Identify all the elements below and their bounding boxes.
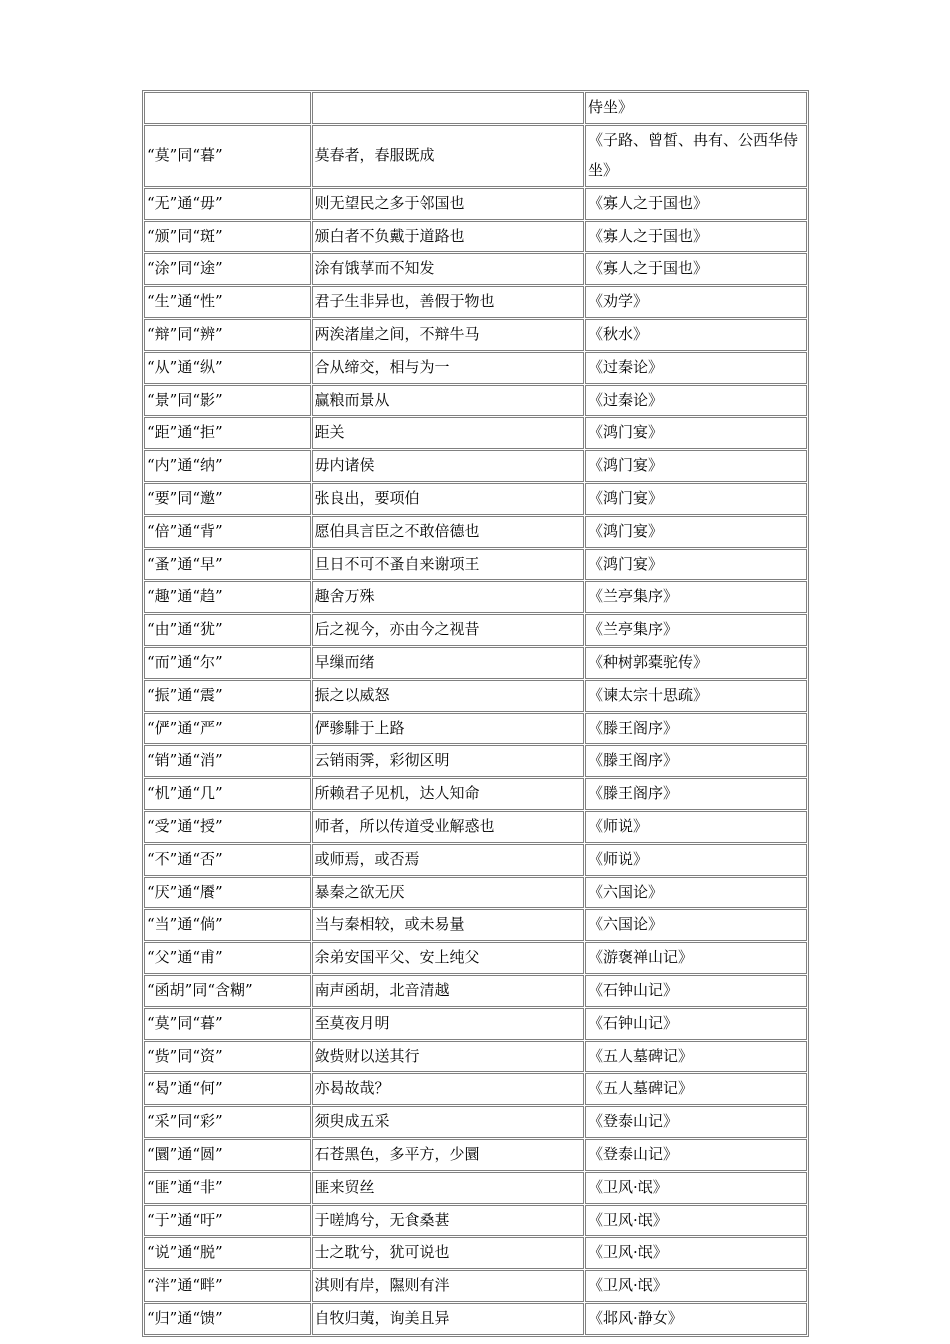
table-row bbox=[144, 647, 807, 679]
source-cell: 《游褒禅山记》 bbox=[585, 942, 807, 974]
source-cell: 《鸿门宴》 bbox=[585, 417, 807, 449]
table-row bbox=[144, 1073, 807, 1105]
source-cell: 《登泰山记》 bbox=[585, 1139, 807, 1171]
source-cell: 《五人墓碑记》 bbox=[585, 1041, 807, 1073]
char-cell: “趣”通“趋” bbox=[144, 581, 311, 613]
example-cell bbox=[312, 92, 584, 124]
example-cell: 至莫夜月明 bbox=[312, 1008, 584, 1040]
example-cell: 石苍黑色，多平方，少圜 bbox=[312, 1139, 584, 1171]
example-cell: 敛赀财以送其行 bbox=[312, 1041, 584, 1073]
char-cell: “采”同“彩” bbox=[144, 1106, 311, 1138]
source-cell: 《卫风·氓》 bbox=[585, 1205, 807, 1237]
example-cell: 所赖君子见机，达人知命 bbox=[312, 778, 584, 810]
example-cell: 涂有饿莩而不知发 bbox=[312, 253, 584, 285]
source-cell: 《石钟山记》 bbox=[585, 1008, 807, 1040]
table-row bbox=[144, 450, 807, 482]
source-cell: 《鸿门宴》 bbox=[585, 549, 807, 581]
char-cell: “颁”同“斑” bbox=[144, 221, 311, 253]
example-cell: 合从缔交，相与为一 bbox=[312, 352, 584, 384]
table-row bbox=[144, 942, 807, 974]
example-cell: 莫春者，春服既成 bbox=[312, 125, 584, 187]
example-cell: 距关 bbox=[312, 417, 584, 449]
table-row bbox=[144, 417, 807, 449]
example-cell: 愿伯具言臣之不敢倍德也 bbox=[312, 516, 584, 548]
example-cell: 自牧归荑，询美且异 bbox=[312, 1303, 584, 1335]
example-cell: 张良出，要项伯 bbox=[312, 483, 584, 515]
char-cell: “俨”通“严” bbox=[144, 713, 311, 745]
example-cell: 于嗟鸠兮，无食桑葚 bbox=[312, 1205, 584, 1237]
char-cell bbox=[144, 92, 311, 124]
char-cell: “蚤”通“早” bbox=[144, 549, 311, 581]
example-cell: 余弟安国平父、安上纯父 bbox=[312, 942, 584, 974]
table-row bbox=[144, 1270, 807, 1302]
char-cell: “振”通“震” bbox=[144, 680, 311, 712]
table-row bbox=[144, 1008, 807, 1040]
char-cell: “归”通“馈” bbox=[144, 1303, 311, 1335]
source-cell: 《寡人之于国也》 bbox=[585, 253, 807, 285]
char-cell: “匪”通“非” bbox=[144, 1172, 311, 1204]
example-cell: 则无望民之多于邻国也 bbox=[312, 188, 584, 220]
source-cell: 《卫风·氓》 bbox=[585, 1270, 807, 1302]
table-row bbox=[144, 811, 807, 843]
char-cell: “函胡”同“含糊” bbox=[144, 975, 311, 1007]
table-row bbox=[144, 745, 807, 777]
source-cell: 《师说》 bbox=[585, 844, 807, 876]
example-cell: 云销雨霁，彩彻区明 bbox=[312, 745, 584, 777]
example-cell: 早缫而绪 bbox=[312, 647, 584, 679]
table-row bbox=[144, 319, 807, 351]
source-cell: 《滕王阁序》 bbox=[585, 713, 807, 745]
source-cell: 《谏太宗十思疏》 bbox=[585, 680, 807, 712]
table-row bbox=[144, 778, 807, 810]
source-cell: 《登泰山记》 bbox=[585, 1106, 807, 1138]
char-cell: “莫”同“暮” bbox=[144, 125, 311, 187]
char-cell: “销”通“消” bbox=[144, 745, 311, 777]
source-cell: 《鸿门宴》 bbox=[585, 483, 807, 515]
source-cell: 《石钟山记》 bbox=[585, 975, 807, 1007]
table-row bbox=[144, 877, 807, 909]
source-cell: 《秋水》 bbox=[585, 319, 807, 351]
source-cell: 《兰亭集序》 bbox=[585, 614, 807, 646]
char-cell: “由”通“犹” bbox=[144, 614, 311, 646]
source-cell: 《滕王阁序》 bbox=[585, 778, 807, 810]
example-cell: 君子生非异也，善假于物也 bbox=[312, 286, 584, 318]
table-row bbox=[144, 286, 807, 318]
source-cell: 《六国论》 bbox=[585, 877, 807, 909]
char-cell: “生”通“性” bbox=[144, 286, 311, 318]
source-cell: 《六国论》 bbox=[585, 909, 807, 941]
source-cell: 《寡人之于国也》 bbox=[585, 188, 807, 220]
char-cell: “景”同“影” bbox=[144, 385, 311, 417]
table-row bbox=[144, 713, 807, 745]
table-row bbox=[144, 1205, 807, 1237]
char-cell: “厌”通“餍” bbox=[144, 877, 311, 909]
char-cell: “内”通“纳” bbox=[144, 450, 311, 482]
table-row bbox=[144, 221, 807, 253]
example-cell: 旦日不可不蚤自来谢项王 bbox=[312, 549, 584, 581]
example-cell: 颁白者不负戴于道路也 bbox=[312, 221, 584, 253]
source-cell: 侍坐》 bbox=[585, 92, 807, 124]
example-cell: 须臾成五采 bbox=[312, 1106, 584, 1138]
table-row bbox=[144, 549, 807, 581]
source-cell: 《寡人之于国也》 bbox=[585, 221, 807, 253]
source-cell: 《卫风·氓》 bbox=[585, 1172, 807, 1204]
char-cell: “说”通“脱” bbox=[144, 1237, 311, 1269]
source-cell: 《五人墓碑记》 bbox=[585, 1073, 807, 1105]
example-cell: 师者，所以传道受业解惑也 bbox=[312, 811, 584, 843]
source-cell: 《鸿门宴》 bbox=[585, 516, 807, 548]
char-cell: “曷”通“何” bbox=[144, 1073, 311, 1105]
source-cell: 《种树郭橐驼传》 bbox=[585, 647, 807, 679]
tongjia-table bbox=[142, 90, 809, 1337]
example-cell: 亦曷故哉？ bbox=[312, 1073, 584, 1105]
example-cell: 赢粮而景从 bbox=[312, 385, 584, 417]
char-cell: “机”通“几” bbox=[144, 778, 311, 810]
source-cell: 《劝学》 bbox=[585, 286, 807, 318]
table-row bbox=[144, 188, 807, 220]
char-cell: “辩”同“辨” bbox=[144, 319, 311, 351]
example-cell: 两涘渚崖之间，不辩牛马 bbox=[312, 319, 584, 351]
source-cell: 《邶风·静女》 bbox=[585, 1303, 807, 1335]
example-cell: 后之视今，亦由今之视昔 bbox=[312, 614, 584, 646]
table-row bbox=[144, 1172, 807, 1204]
char-cell: “涂”同“途” bbox=[144, 253, 311, 285]
char-cell: “莫”同“暮” bbox=[144, 1008, 311, 1040]
table-row bbox=[144, 1237, 807, 1269]
table-row bbox=[144, 483, 807, 515]
source-cell: 《卫风·氓》 bbox=[585, 1237, 807, 1269]
char-cell: “距”通“拒” bbox=[144, 417, 311, 449]
char-cell: “无”通“毋” bbox=[144, 188, 311, 220]
example-cell: 匪来贸丝 bbox=[312, 1172, 584, 1204]
example-cell: 当与秦相较，或未易量 bbox=[312, 909, 584, 941]
source-cell: 《子路、曾皙、冉有、公西华侍坐》 bbox=[585, 125, 807, 187]
source-cell: 《兰亭集序》 bbox=[585, 581, 807, 613]
table-row bbox=[144, 1106, 807, 1138]
example-cell: 士之耽兮，犹可说也 bbox=[312, 1237, 584, 1269]
table-row bbox=[144, 909, 807, 941]
char-cell: “不”通“否” bbox=[144, 844, 311, 876]
char-cell: “赀”同“资” bbox=[144, 1041, 311, 1073]
example-cell: 趣舍万殊 bbox=[312, 581, 584, 613]
table-row bbox=[144, 581, 807, 613]
table-row bbox=[144, 253, 807, 285]
table-row bbox=[144, 125, 807, 187]
table-row bbox=[144, 614, 807, 646]
char-cell: “从”通“纵” bbox=[144, 352, 311, 384]
source-cell: 《师说》 bbox=[585, 811, 807, 843]
table-row bbox=[144, 1139, 807, 1171]
source-cell: 《鸿门宴》 bbox=[585, 450, 807, 482]
char-cell: “倍”通“背” bbox=[144, 516, 311, 548]
table-row bbox=[144, 385, 807, 417]
example-cell: 或师焉，或否焉 bbox=[312, 844, 584, 876]
table-row bbox=[144, 680, 807, 712]
document-page bbox=[142, 90, 809, 1337]
char-cell: “要”同“邀” bbox=[144, 483, 311, 515]
table-row bbox=[144, 1041, 807, 1073]
char-cell: “父”通“甫” bbox=[144, 942, 311, 974]
table-row bbox=[144, 844, 807, 876]
char-cell: “泮”通“畔” bbox=[144, 1270, 311, 1302]
table-row bbox=[144, 1303, 807, 1335]
source-cell: 《过秦论》 bbox=[585, 352, 807, 384]
table-row bbox=[144, 975, 807, 1007]
example-cell: 南声函胡，北音清越 bbox=[312, 975, 584, 1007]
example-cell: 淇则有岸，隰则有泮 bbox=[312, 1270, 584, 1302]
char-cell: “受”通“授” bbox=[144, 811, 311, 843]
example-cell: 俨骖騑于上路 bbox=[312, 713, 584, 745]
table-row bbox=[144, 92, 807, 124]
char-cell: “圜”通“圆” bbox=[144, 1139, 311, 1171]
char-cell: “于”通“吁” bbox=[144, 1205, 311, 1237]
table-row bbox=[144, 516, 807, 548]
example-cell: 毋内诸侯 bbox=[312, 450, 584, 482]
table-row bbox=[144, 352, 807, 384]
example-cell: 振之以威怒 bbox=[312, 680, 584, 712]
char-cell: “而”通“尔” bbox=[144, 647, 311, 679]
char-cell: “当”通“倘” bbox=[144, 909, 311, 941]
source-cell: 《过秦论》 bbox=[585, 385, 807, 417]
example-cell: 暴秦之欲无厌 bbox=[312, 877, 584, 909]
table-body bbox=[144, 92, 807, 1335]
source-cell: 《滕王阁序》 bbox=[585, 745, 807, 777]
